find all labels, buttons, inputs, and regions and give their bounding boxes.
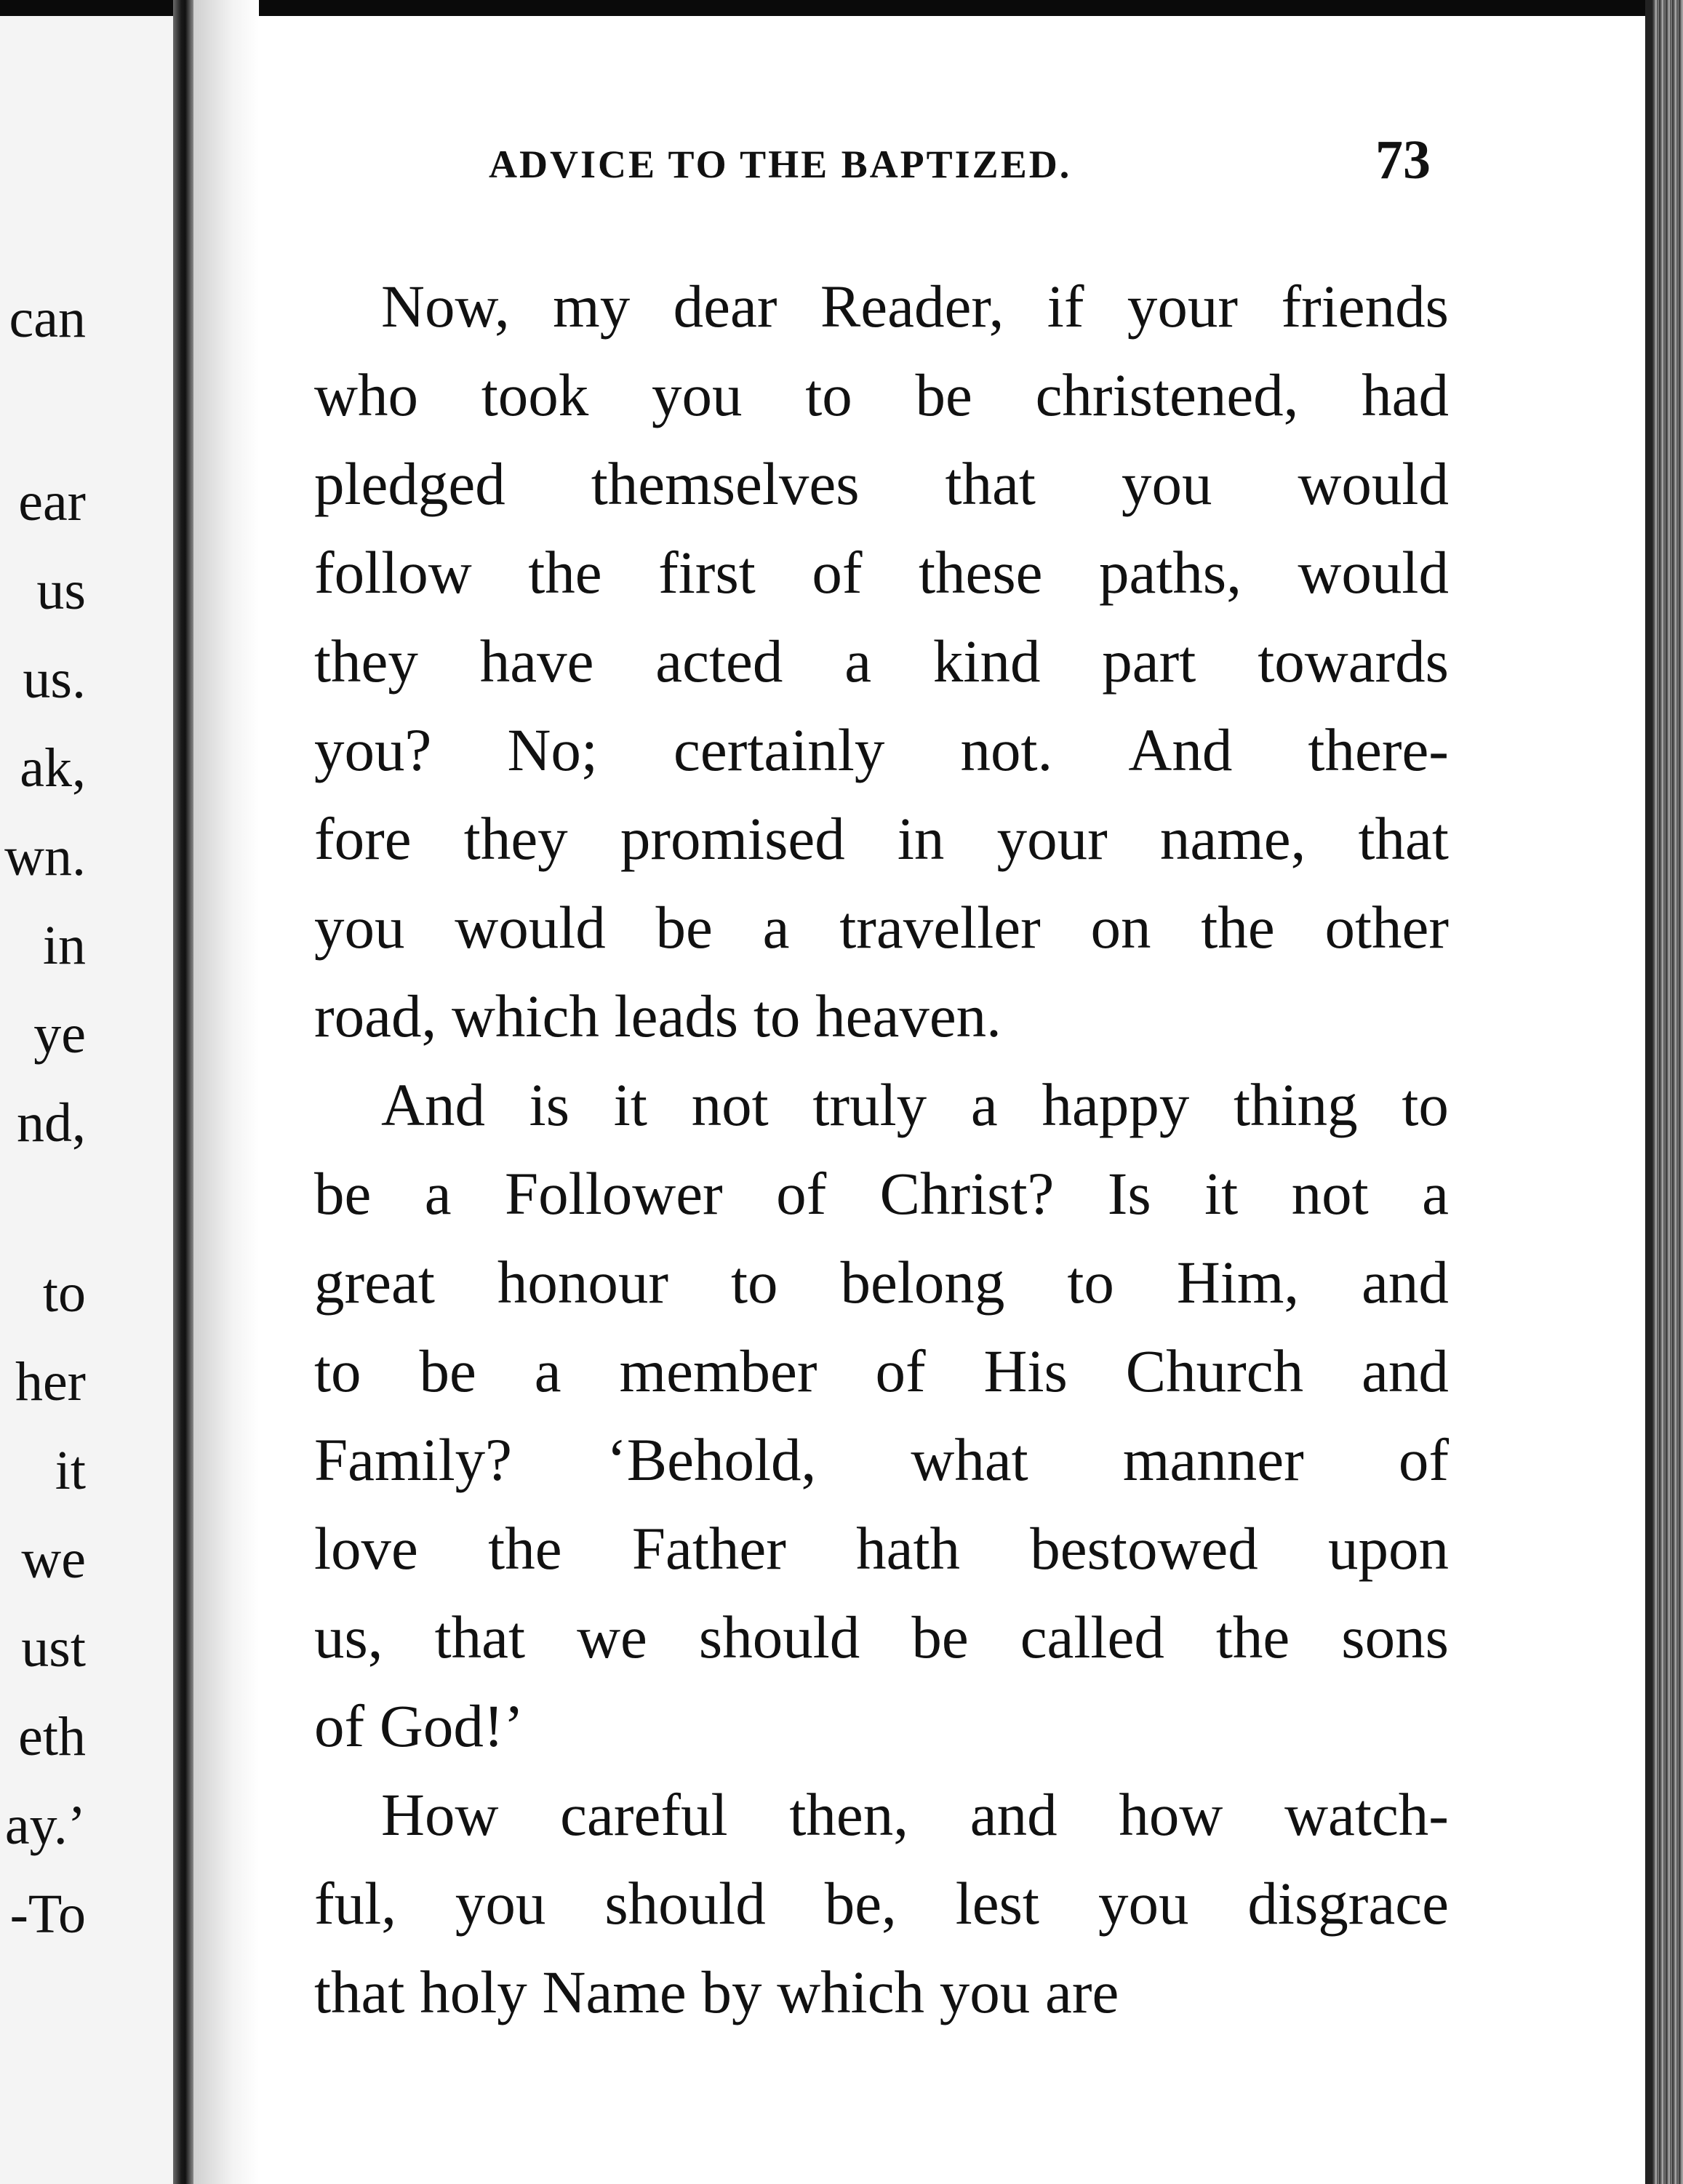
body-line: to be a member of His Church and — [314, 1337, 1449, 1404]
body-line: fore they promised in your name, that — [314, 805, 1449, 872]
left-fragment: ear — [18, 471, 86, 532]
body-line: that holy Name by which you are — [314, 1959, 1119, 2025]
body-line: road, which leads to heaven. — [314, 983, 1002, 1049]
left-fragment: it — [55, 1440, 86, 1501]
body-line: you would be a traveller on the other — [314, 894, 1449, 961]
body-line: love the Father hath bestowed upon — [314, 1515, 1449, 1582]
body-line: And is it not truly a happy thing to — [381, 1071, 1449, 1138]
body-line: you? No; certainly not. And there- — [314, 716, 1449, 783]
body-line: Now, my dear Reader, if your friends — [381, 273, 1449, 340]
left-fragment: in — [42, 915, 86, 976]
book-gutter — [173, 0, 193, 2184]
page-header — [489, 129, 1431, 200]
left-fragment: ye — [33, 1004, 86, 1065]
left-fragment: us — [36, 560, 86, 621]
left-facing-page — [0, 16, 173, 2184]
gutter-shadow — [193, 0, 259, 2184]
left-fragment: to — [42, 1263, 86, 1324]
body-line: Family? ‘Behold, what manner of — [314, 1426, 1449, 1493]
body-line: pledged themselves that you would — [314, 450, 1449, 517]
left-fragment: can — [9, 288, 86, 349]
page-edge-line — [1645, 0, 1652, 2184]
body-line: of God!’ — [314, 1692, 524, 1759]
body-line: follow the first of these paths, would — [314, 539, 1449, 606]
body-line: be a Follower of Christ? Is it not a — [314, 1160, 1449, 1227]
left-fragment: ay.’ — [4, 1795, 86, 1856]
left-fragment: we — [21, 1529, 86, 1590]
body-text — [314, 262, 1449, 2036]
left-fragment: wn. — [4, 826, 86, 887]
running-head: ADVICE TO THE BAPTIZED. — [489, 143, 1072, 186]
left-fragment: -To — [9, 1884, 86, 1945]
book-fore-edge — [1652, 0, 1683, 2184]
left-fragment: eth — [18, 1706, 86, 1767]
body-line: ful, you should be, lest you disgrace — [314, 1870, 1449, 1937]
body-line: How careful then, and how watch- — [381, 1781, 1449, 1848]
body-line: us, that we should be called the sons — [314, 1604, 1449, 1671]
left-fragment: ak, — [20, 737, 86, 799]
body-line: who took you to be christened, had — [314, 361, 1449, 428]
left-page-text-fragments — [0, 16, 86, 2184]
body-line: great honour to belong to Him, and — [314, 1249, 1449, 1316]
left-fragment: her — [15, 1351, 86, 1412]
page-number: 73 — [1375, 129, 1431, 191]
left-fragment: us. — [23, 649, 86, 710]
left-fragment: nd, — [17, 1092, 86, 1153]
left-fragment: ust — [21, 1617, 86, 1679]
body-line: they have acted a kind part towards — [314, 628, 1449, 695]
